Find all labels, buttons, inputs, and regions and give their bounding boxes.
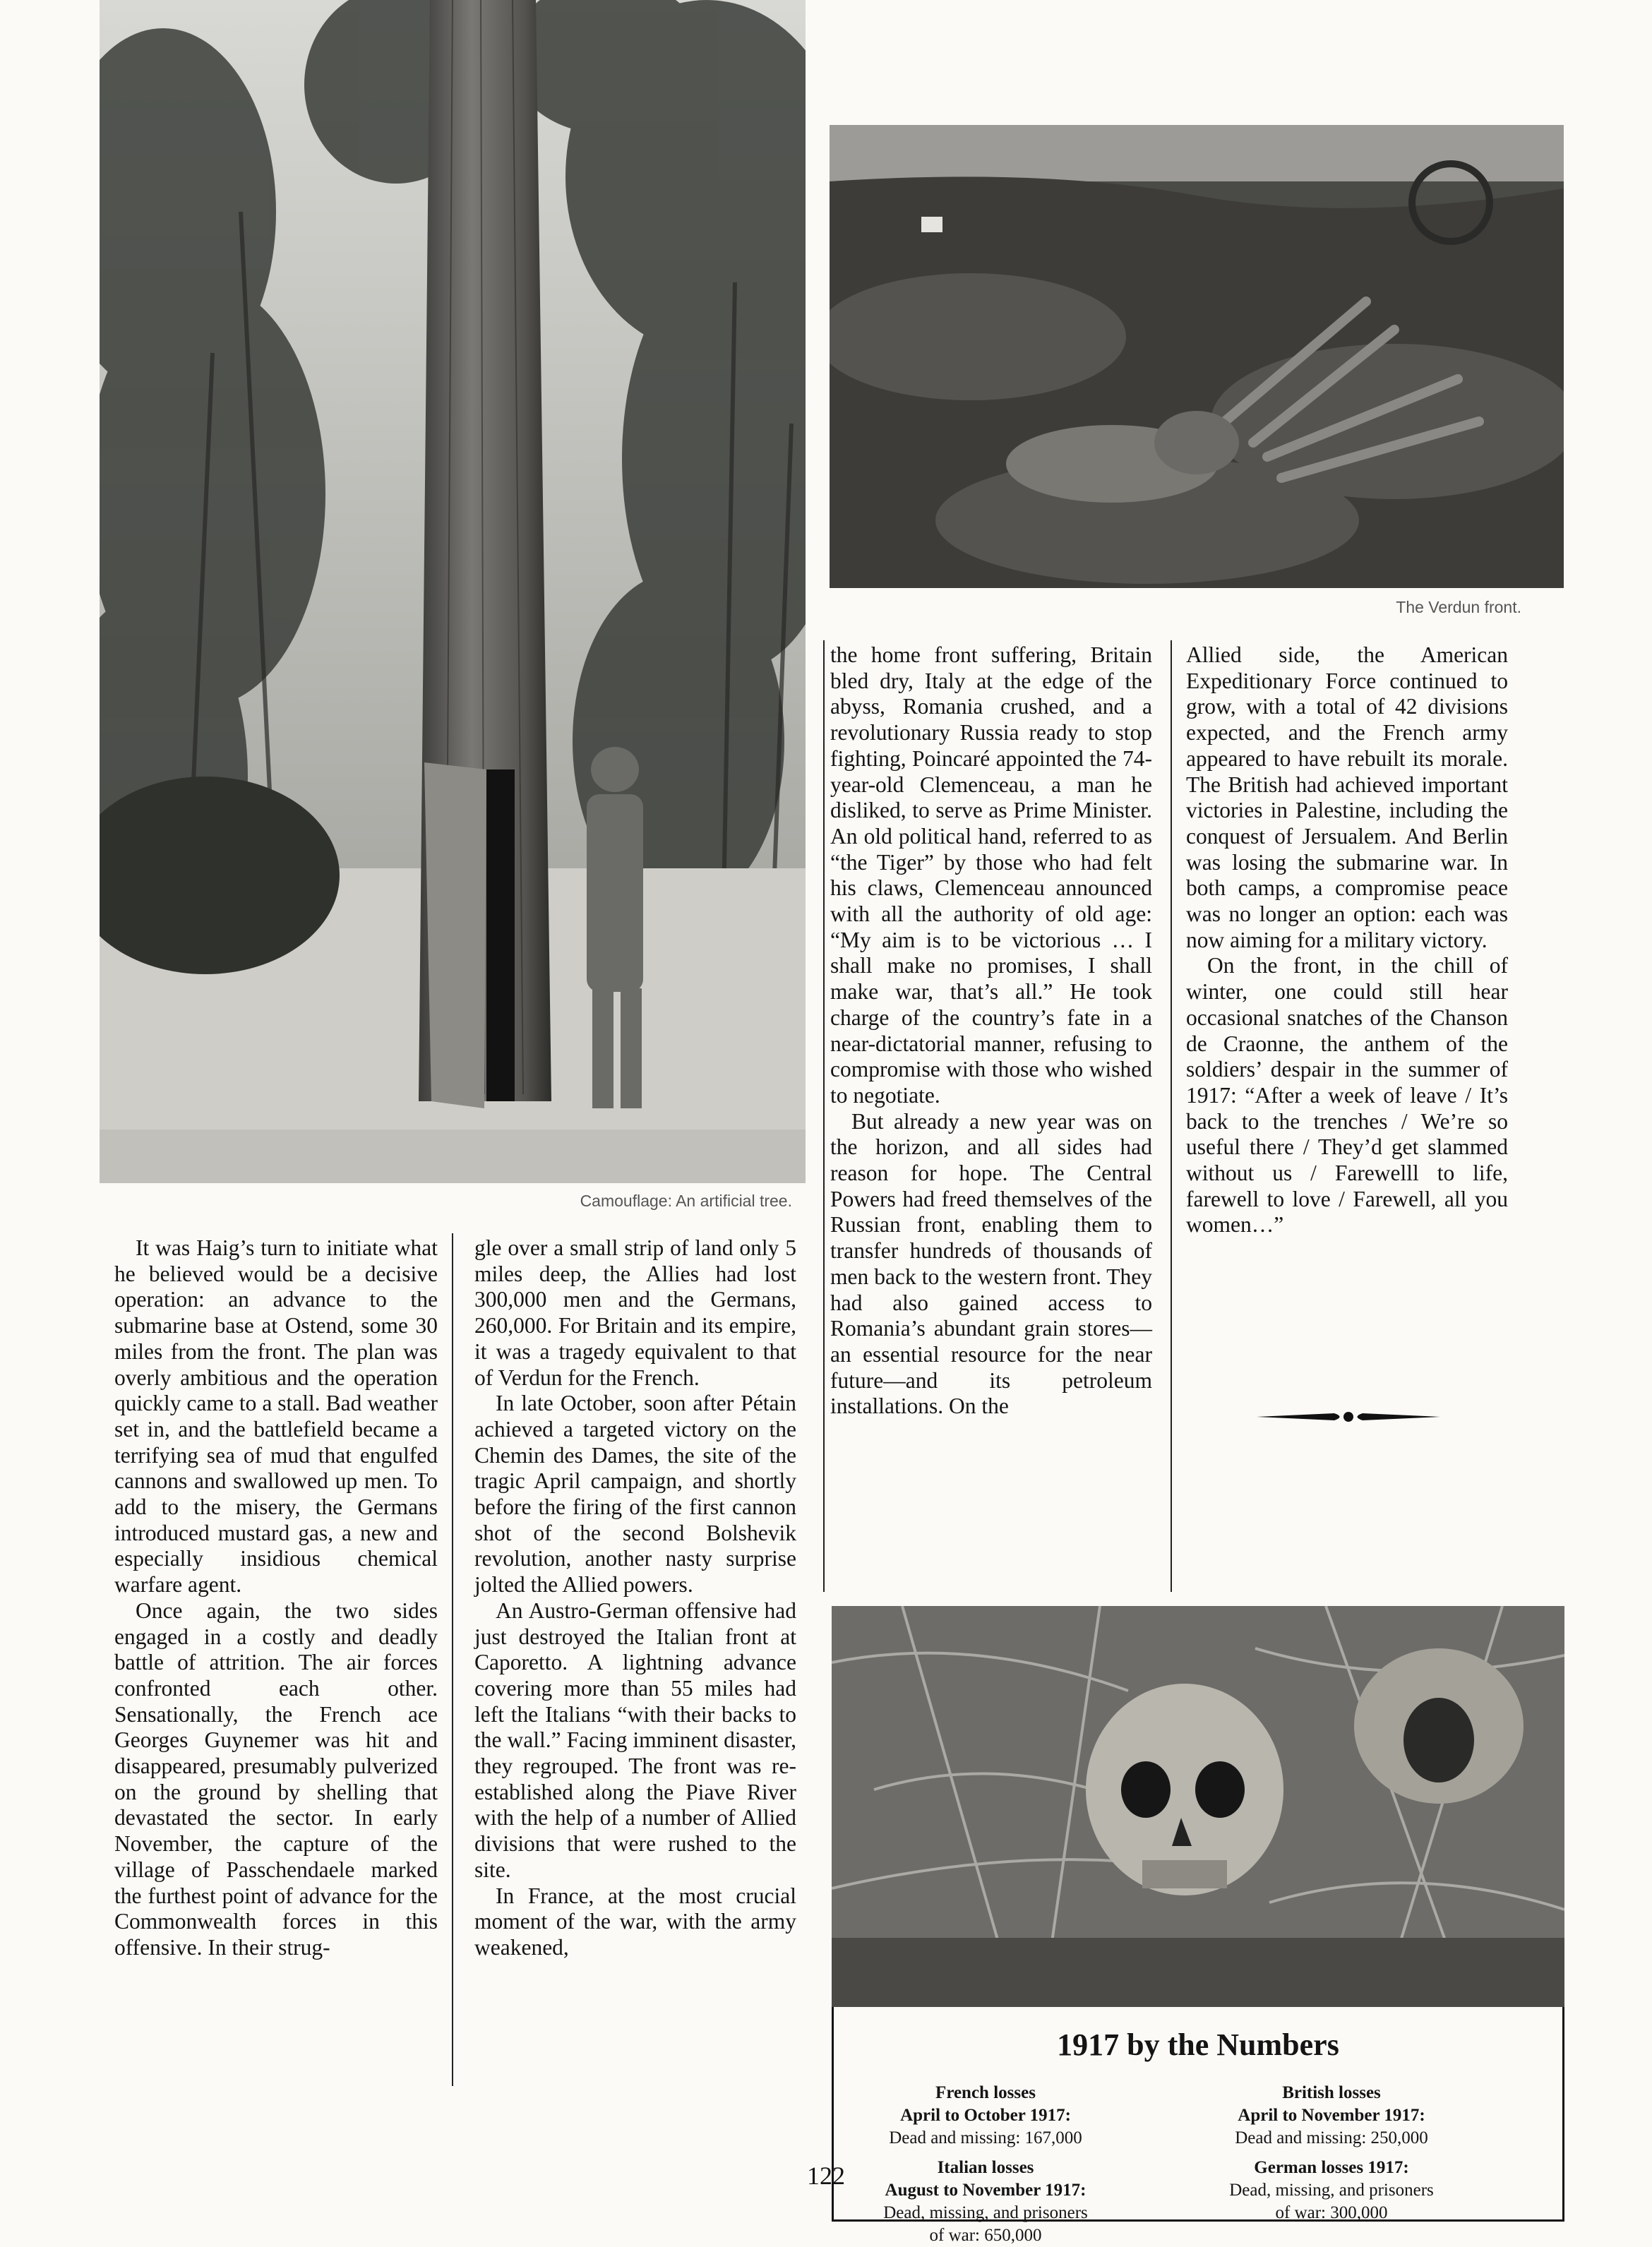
numbers-title: 1917 by the Numbers [1057, 2027, 1339, 2062]
paragraph: In late October, soon after Pétain achieved a targeted victory on the Chemin des Dames, the site of the tragic April campaign, and shortly before the firing of the first cannon shot of the second Bolshevik revolution, another nasty surprise jolted the Allied powers. [474, 1391, 796, 1598]
article-column-3 [830, 642, 1152, 1420]
paragraph: But already a new year was on the horizon, and all sides had reason for hope. The Central Powers had freed themselves of the Russian front, enabling them to transfer hundreds of thousands of men back to the western front. They had also gained access to Romania’s abundant grain stores—an essential resource for the near future—and its petroleum installations. On the [830, 1108, 1152, 1419]
article-column-2 [474, 1235, 796, 1961]
artificial-tree-photo [100, 0, 806, 1183]
verdun-front-photo [830, 125, 1564, 588]
paragraph: Allied side, the American Expeditionary Force continued to grow, with a total of 42 divisions expected, and the French army appeared to have rebuilt its morale. The British had achieved important victories in Palestine, including the conquest of Jersualem. And Berlin was losing the submarine war. In both camps, a compromise peace was no longer an option: each was now aiming for a military victory. [1186, 642, 1508, 952]
page-number: 122 [807, 2162, 845, 2190]
column-rule [1171, 640, 1172, 1592]
article-column-4 [1186, 642, 1508, 1238]
paragraph: the home front suffering, Britain bled dry, Italy at the edge of the abyss, Romania crushed, and a revolutionary Russia ready to stop fighting, Poincaré appointed the 74-year-old Clemenceau, a man he disliked, to serve as Prime Minister. An old political hand, referred to as “the Tiger” by those who had felt his claws, Clemenceau announced with all the authority of old age: “My aim is to be victorious … I shall make no promises, I shall make war, that’s all.” He took charge of the country’s fate in a near-dictatorial manner, refusing to compromise with those who wished to negotiate. [830, 642, 1152, 1108]
paragraph: Once again, the two sides engaged in a costly and deadly battle of attrition. The air forces confronted each other. Sensationally, the French ace Georges Guynemer was hit and disappeared, presumably pulverized on the ground by shelling that devastated the sector. In early November, the capture of the village of Passchendaele marked the furthest point of advance for the Commonwealth forces in this offensive. In their strug- [114, 1598, 438, 1960]
paragraph: On the front, in the chill of winter, one could still hear occasional snatches of the Chanson de Craonne, the anthem of the soldiers’ despair in the summer of 1917: “After a week of leave / It’s back to the trenches / We’re so useful there / They’d get slammed without us / Farewelll to life, farewell to love / Farewell, all you women…” [1186, 953, 1508, 1238]
italian-losses: Italian losses August to November 1917: Dead, missing, and prisoners of war: 650,000 [883, 2158, 1088, 2245]
column-rule [823, 640, 825, 1592]
german-losses: German losses 1917: Dead, missing, and prisoners of war: 300,000 [1229, 2158, 1434, 2222]
british-losses: British losses April to November 1917: Dead and missing: 250,000 [1235, 2083, 1428, 2147]
verdun-photo-caption: The Verdun front. [1396, 598, 1521, 616]
paragraph: An Austro-German offensive had just destroyed the Italian front at Caporetto. A lightning advance covering more than 55 miles had left the Italians “with their backs to the wall.” Facing imminent disaster, they regrouped. The front was re-established along the Piave River with the help of a number of Allied divisions that were rushed to the site. [474, 1598, 796, 1882]
column-rule [452, 1233, 453, 2086]
paragraph: It was Haig’s turn to initiate what he believed would be a decisive operation: an advance to the submarine base at Ostend, some 30 miles from the front. The plan was overly ambitious and the operation quickly came to a stall. Bad weather set in, and the battlefield became a terrifying sea of mud that engulfed cannons and swallowed up men. To add to the misery, the Germans introduced mustard gas, a new and especially insidious chemical warfare agent. [114, 1235, 438, 1598]
end-ornament [1257, 1408, 1440, 1425]
french-losses: French losses April to October 1917: Dead and missing: 167,000 [889, 2083, 1082, 2147]
tree-photo-caption: Camouflage: An artificial tree. [580, 1192, 792, 1210]
paragraph: gle over a small strip of land only 5 miles deep, the Allies had lost 300,000 men and the Germans, 260,000. For Britain and its empire, it was a tragedy equivalent to that of Verdun for the French. [474, 1235, 796, 1390]
article-column-1 [114, 1235, 438, 1961]
paragraph: In France, at the most crucial moment of the war, with the army weakened, [474, 1883, 796, 1960]
skull-photo [832, 1606, 1564, 2007]
